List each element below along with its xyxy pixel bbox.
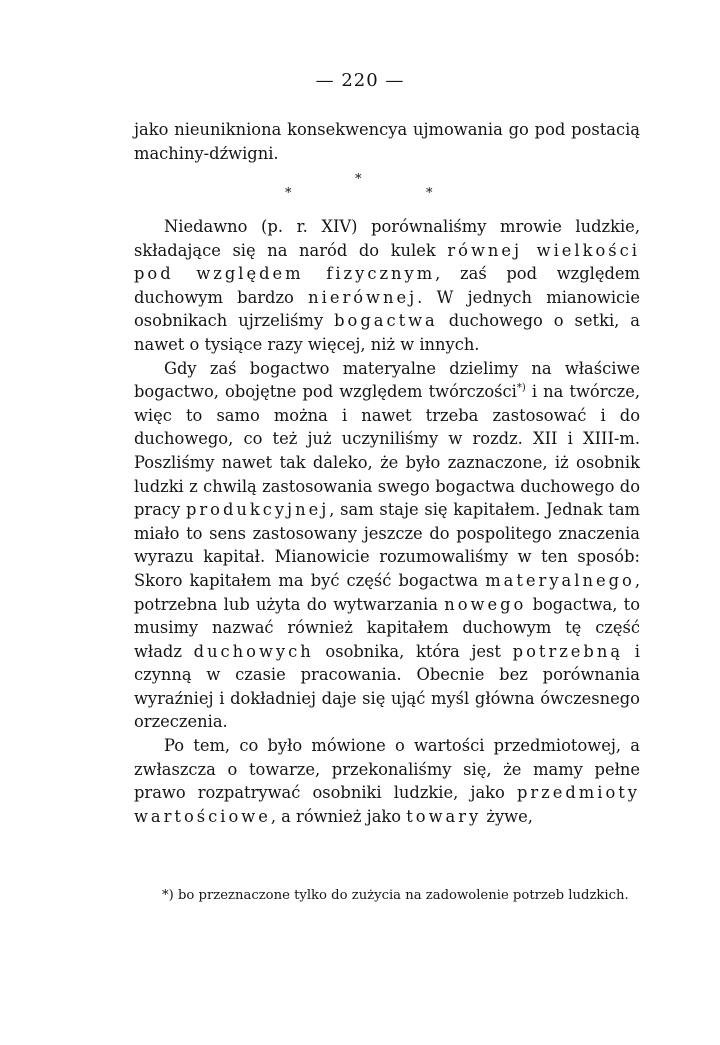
text-run: , zaś pod względem duchowym bardzo <box>134 264 640 307</box>
text-run: , sam staje się kapitałem. Jednak tam miało to sens zastosowany jeszcze do pospolitego znaczenia wyrazu kapitał. Mianowicie rozumowaliśmy w ten sposób: Skoro kapitałem ma być część bogactwa <box>134 500 640 590</box>
emphasis-spaced: nierównej <box>308 287 418 307</box>
paragraph-mrowie <box>134 215 640 357</box>
paragraph-towary <box>134 734 640 828</box>
paragraph-text: jako nieunikniona konsekwencya ujmowania go pod postacią machiny-dźwigni. <box>134 120 640 163</box>
paragraph-bogactwo <box>134 357 640 735</box>
paragraph-continuation <box>134 118 640 165</box>
emphasis-spaced: duchowych <box>193 641 314 661</box>
text-run: . W jednych mianowicie osobnikach ujrzeliśmy <box>134 287 641 331</box>
emphasis-spaced: towary <box>406 806 482 826</box>
footnote-marker: *) <box>162 888 174 903</box>
emphasis-spaced: przedmioty wartościowe <box>134 783 640 826</box>
emphasis-spaced: nowego <box>444 594 527 614</box>
text-run: i czynną w czasie pracowania. Obecnie bez porównania wyraźniej i dokładniej daje się ująć myśl główna ówczesnego orzeczenia. <box>134 641 640 732</box>
text-run: Po tem, co było mówione o wartości przedmiotowej, a zwłaszcza o towarze, przekonaliśmy się, że mamy pełne prawo rozpatrywać osobniki ludzkie, jako <box>134 736 640 803</box>
separator-star-left: * <box>285 186 292 201</box>
text-run: Niedawno (p. r. XIV) porównaliśmy mrowie ludzkie, składające się na naród do kulek <box>134 217 640 260</box>
footnote-text: bo przeznaczone tylko do zużycia na zadowolenie potrzeb ludzkich. <box>173 888 629 903</box>
text-run: , potrzebna lub użyta do wytwarzania <box>134 570 640 614</box>
separator-star-right: * <box>426 186 433 201</box>
text-run: , a również jako <box>270 806 407 826</box>
emphasis-spaced: produkcyjnej <box>185 500 330 520</box>
footnote <box>134 886 640 905</box>
text-run: żywe, <box>481 806 533 826</box>
emphasis-spaced: materyalnego <box>485 570 635 590</box>
separator-star-top: * <box>355 172 362 187</box>
section-separator <box>0 172 720 202</box>
text-run: bogactwa, to musimy nazwać również kapitałem duchowym tę część władz <box>134 594 640 661</box>
text-run: Gdy zaś bogactwo materyalne dzielimy na właściwe bogactwo, obojętne pod względem twórczości <box>134 358 640 402</box>
text-run: osobnika, która jest <box>313 641 513 661</box>
page-number: — 220 — <box>315 70 405 91</box>
emphasis-spaced: równej wielkości pod względem fizycznym <box>134 240 640 284</box>
emphasis-spaced: bogactwa <box>334 311 438 331</box>
footnote-reference: *) <box>516 382 526 394</box>
text-run: duchowego o setki, a nawet o tysiące razy więcej, niż w innych. <box>134 311 640 354</box>
main-text <box>134 215 640 828</box>
text-run: i na twórcze, więc to samo można i nawet trzeba zastosować i do duchowego, co też już uczyniliśmy w rozdz. XII i XIII-m. Poszliśmy nawet tak daleko, że było zaznaczone, iż osobnik ludzki z chwilą zastosowania swego bogactwa duchowego do pracy <box>134 382 640 520</box>
emphasis-spaced: potrzebną <box>512 641 624 661</box>
